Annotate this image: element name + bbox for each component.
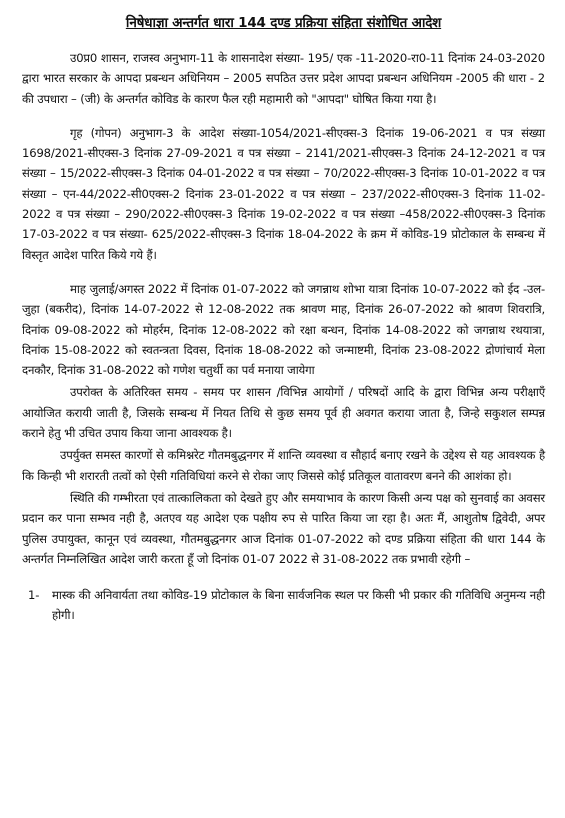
paragraph-disaster-declaration: उ0प्र0 शासन, राजस्व अनुभाग-11 के शासनादेश संख्या- 195/ एक -11-2020-रा0-11 दिनांक 24-03-2020 द्वारा भारत सरकार के आपदा प्रबन्धन अधिनियम – 2005 सपठित उत्तर प्रदेश आपदा प्रबन्धन अधिनियम -2005 की धारा - 2 की उपधारा – (जी) के अन्तर्गत कोविड के कारण फैल रही महामारी को "आपदा" घोषित किया गया है। [22,51,545,106]
paragraph-examinations: उपरोक्त के अतिरिक्त समय - समय पर शासन /विभिन्न आयोगों / परिषदों आदि के द्वारा विभिन्न अन्य परीक्षाएँ आयोजित करायी जाती है, जिसके सम्बन्ध में नियत तिथि से कुछ समय पूर्व ही अवगत कराया जाता है, जिन्हे सकुशल सम्पन्न कराने हेतु भी उचित उपाय किया जाना आवश्यक है। [22,385,545,441]
paragraph-law-and-order-purpose: उपर्युक्त समस्त कारणों से कमिश्नरेट गौतमबुद्धनगर में शान्ति व्यवस्था व सौहार्द बनाए रखने के उद्देश्य से यह आवश्यक है कि किन्ही भी शरारती तत्वों को ऐसी गतिविधियां करने से रोका जाए जिससे कोई प्रतिकूल वातावरण बनने की आशंका हो। [22,448,545,483]
paragraph-order-issuance: स्थिति की गम्भीरता एवं तात्कालिकता को देखते हुए और समयाभाव के कारण किसी अन्य पक्ष को सुनवाई का अवसर प्रदान कर पाना सम्भव नही है, अतएव यह आदेश एक पक्षीय रुप से पारित किया जा रहा है। अतः मैं, आशुतोष द्विवेदी, अपर पुलिस उपायुक्त, कानून एवं व्यवस्था, गौतमबुद्धनगर आज दिनांक 01-07-2022 को दण्ड प्रक्रिया संहिता की धारा 144 के अन्तर्गत निम्नलिखित आदेश जारी करता हूँ जो दिनांक 01-07 2022 से 31-08-2022 तक प्रभावी रहेगी – [22,490,545,566]
list-item-number: 1- [28,588,40,603]
document-title: निषेधाज्ञा अन्तर्गत धारा 144 दण्ड प्रक्रिया संहिता संशोधित आदेश [125,15,442,31]
order-list-item [22,585,545,626]
list-item-text: मास्क की अनिवार्यता तथा कोविड-19 प्रोटोकाल के बिना सार्वजनिक स्थल पर किसी भी प्रकार की गतिविधि अनुमन्य नही होगी। [52,588,545,623]
paragraph-festival-dates: माह जुलाई/अगस्त 2022 में दिनांक 01-07-2022 को जगन्नाथ शोभा यात्रा दिनांक 10-07-2022 को ईद -उल- जुहा (बकरीद), दिनांक 14-07-2022 से 12-08-2022 तक श्रावण माह, दिनांक 26-07-2022 को श्रावण शिवरात्रि, दिनांक 09-08-2022 को मोहर्रम, दिनांक 12-08-2022 को रक्षा बन्धन, दिनांक 14-08-2022 को जगन्नाथ रथयात्रा, दिनांक 15-08-2022 को स्वतन्त्रता दिवस, दिनांक 18-08-2022 को जन्माष्टमी, दिनांक 23-08-2022 द्रोणांचार्य मेला दनकौर, दिनांक 31-08-2022 को गणेश चतुर्थी का पर्व मनाया जायेगा [22,281,545,378]
paragraph-home-department-orders: गृह (गोपन) अनुभाग-3 के आदेश संख्या-1054/2021-सीएक्स-3 दिनांक 19-06-2021 व पत्र संख्या 1698/2021-सीएक्स-3 दिनांक 27-09-2021 व पत्र संख्या – 2141/2021-सीएक्स-3 दिनांक 24-12-2021 व पत्र संख्या – 15/2022-सीएक्स-3 दिनांक 04-01-2022 व पत्र संख्या – 70/2022-सीएक्स-3 दिनांक 10-01-2022 व पत्र संख्या – एन-44/2022-सी0एक्स-2 दिनांक 23-01-2022 व पत्र संख्या – 237/2022-सी0एक्स-3 दिनांक 11-02-2022 व पत्र संख्या – 290/2022-सी0एक्स-3 दिनांक 19-02-2022 व पत्र संख्या –458/2022-सी0एक्स-3 दिनांक 17-03-2022 व पत्र संख्या- 625/2022-सीएक्स-3 दिनांक 18-04-2022 के क्रम में कोविड-19 प्रोटोकाल के सम्बन्ध में विस्तृत आदेश पारित किये गये हैं। [22,125,545,262]
